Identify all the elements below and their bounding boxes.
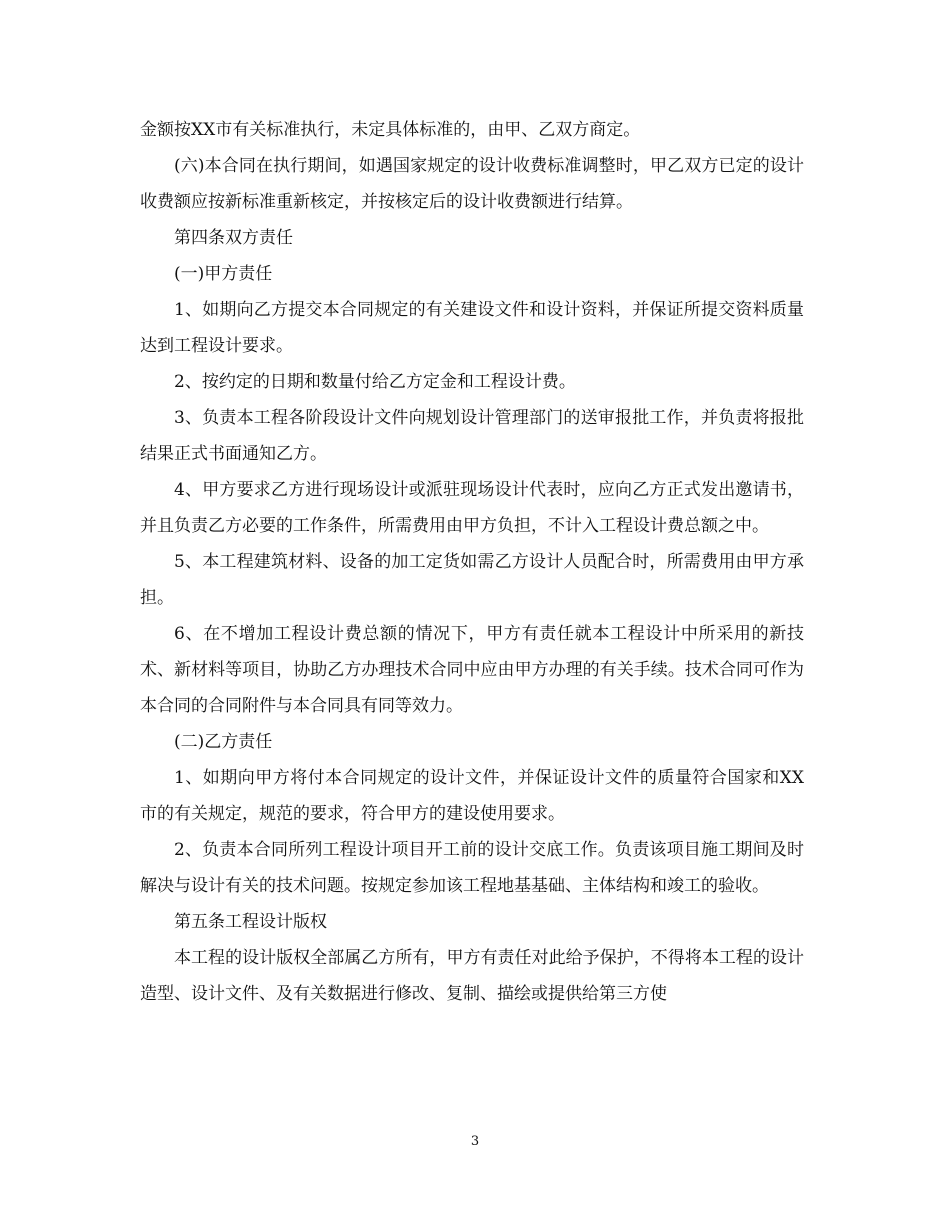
paragraph: 3、负责本工程各阶段设计文件向规划设计管理部门的送审报批工作，并负责将报批结果正式书面通知乙方。: [140, 408, 804, 464]
paragraph: 2、按约定的日期和数量付给乙方定金和工程设计费。: [174, 372, 576, 392]
paragraph: 金额按XX市有关标准执行，未定具体标准的，由甲、乙双方商定。: [140, 120, 641, 140]
section-heading: 第四条双方责任: [174, 228, 293, 248]
document-body: [140, 112, 804, 1012]
subsection-heading: (一)甲方责任: [174, 264, 273, 284]
paragraph: 4、甲方要求乙方进行现场设计或派驻现场设计代表时，应向乙方正式发出邀请书，并且负责乙方必要的工作条件，所需费用由甲方负担，不计入工程设计费总额之中。: [140, 480, 804, 536]
paragraph: 1、如期向甲方将付本合同规定的设计文件，并保证设计文件的质量符合国家和XX市的有关规定，规范的要求，符合甲方的建设使用要求。: [140, 768, 804, 824]
paragraph: 2、负责本合同所列工程设计项目开工前的设计交底工作。负责该项目施工期间及时解决与设计有关的技术问题。按规定参加该工程地基基础、主体结构和竣工的验收。: [140, 840, 804, 896]
section-heading: 第五条工程设计版权: [174, 912, 327, 932]
paragraph: 本工程的设计版权全部属乙方所有，甲方有责任对此给予保护，不得将本工程的设计造型、设计文件、及有关数据进行修改、复制、描绘或提供给第三方使: [140, 948, 804, 1004]
paragraph: 6、在不增加工程设计费总额的情况下，甲方有责任就本工程设计中所采用的新技术、新材料等项目，协助乙方办理技术合同中应由甲方办理的有关手续。技术合同可作为本合同的合同附件与本合同具有同等效力。: [140, 624, 804, 716]
paragraph: (六)本合同在执行期间，如遇国家规定的设计收费标准调整时，甲乙双方已定的设计收费额应按新标准重新核定，并按核定后的设计收费额进行结算。: [140, 156, 804, 212]
page-number: 3: [470, 1134, 480, 1149]
paragraph: 1、如期向乙方提交本合同规定的有关建设文件和设计资料，并保证所提交资料质量达到工程设计要求。: [140, 300, 804, 356]
paragraph: 5、本工程建筑材料、设备的加工定货如需乙方设计人员配合时，所需费用由甲方承担。: [140, 552, 804, 608]
subsection-heading: (二)乙方责任: [174, 732, 273, 752]
